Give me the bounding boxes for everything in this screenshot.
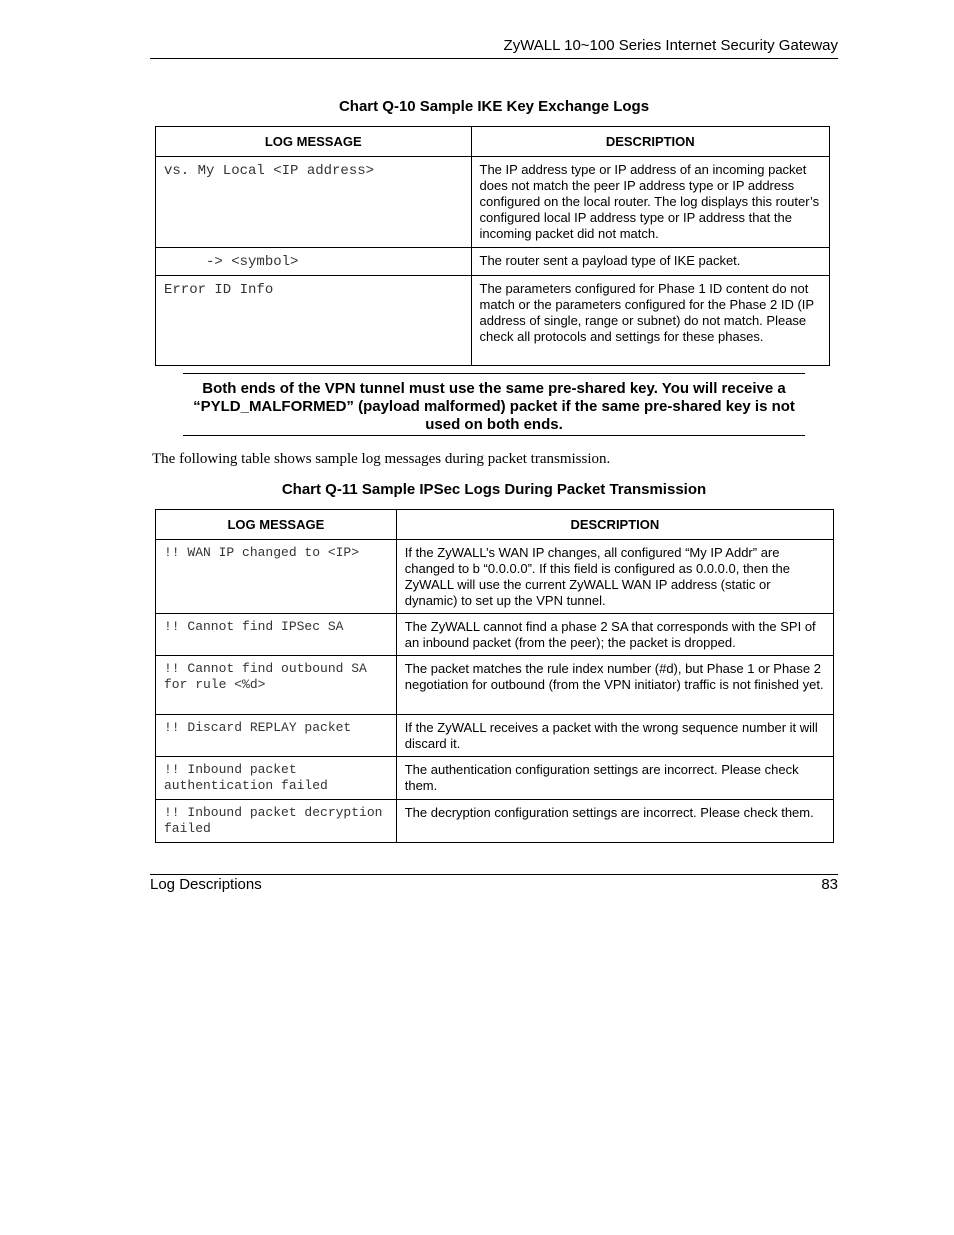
description-cell: The ZyWALL cannot find a phase 2 SA that corresponds with the SPI of an inbound packet (from the peer); the packet is dropped. [396, 614, 833, 656]
description-cell: The decryption configuration settings are incorrect. Please check them. [396, 800, 833, 843]
table-row [156, 800, 834, 843]
table-header-row [156, 127, 830, 157]
table-row [156, 540, 834, 614]
table-row [156, 614, 834, 656]
log-message-cell: Error ID Info [156, 276, 472, 366]
chart-q11-caption: Chart Q-11 Sample IPSec Logs During Packet Transmission [281, 481, 707, 498]
table-header-row [156, 510, 834, 540]
table-row [156, 157, 830, 248]
log-message-cell: !! Cannot find IPSec SA [156, 614, 397, 656]
chart-q10-caption: Chart Q-10 Sample IKE Key Exchange Logs [338, 98, 650, 115]
description-cell: The parameters configured for Phase 1 ID content do not match or the parameters configured for the Phase 2 ID (IP address of single, range or subnet) do not match. Please check all protocols and settings for these phases. [471, 276, 829, 366]
table-row [156, 656, 834, 715]
table-row [156, 248, 830, 276]
page-number: 83 [821, 876, 838, 893]
description-cell: If the ZyWALL’s WAN IP changes, all configured “My IP Addr” are changed to b “0.0.0.0”. If this field is configured as 0.0.0.0, then the ZyWALL will use the current ZyWALL WAN IP address (static or dynamic) to set up the VPN tunnel. [396, 540, 833, 614]
page-header [150, 37, 838, 59]
description-cell: The router sent a payload type of IKE packet. [471, 248, 829, 276]
intro-paragraph: The following table shows sample log messages during packet transmission. [152, 451, 611, 467]
preshared-key-note: Both ends of the VPN tunnel must use the same pre-shared key. You will receive a “PYLD_MALFORMED” (payload malformed) packet if the same pre-shared key is not used on both ends. [183, 373, 805, 436]
description-cell: The IP address type or IP address of an incoming packet does not match the peer IP address type or IP address configured on the local router. The log displays this router’s configured local IP address type or IP address that the incoming packet did not match. [471, 157, 829, 248]
document-title: ZyWALL 10~100 Series Internet Security Gateway [503, 37, 838, 54]
table-row [156, 715, 834, 757]
log-message-cell: !! Inbound packet decryption failed [156, 800, 397, 843]
log-message-cell: !! Discard REPLAY packet [156, 715, 397, 757]
column-header-description: DESCRIPTION [471, 127, 829, 157]
section-name: Log Descriptions [150, 876, 262, 893]
log-message-cell: !! Cannot find outbound SA for rule <%d> [156, 656, 397, 715]
description-cell: The packet matches the rule index number (#d), but Phase 1 or Phase 2 negotiation for outbound (from the VPN initiator) traffic is not finished yet. [396, 656, 833, 715]
column-header-log-message: LOG MESSAGE [156, 510, 397, 540]
ipsec-log-table [155, 509, 834, 843]
description-cell: If the ZyWALL receives a packet with the wrong sequence number it will discard it. [396, 715, 833, 757]
column-header-description: DESCRIPTION [396, 510, 833, 540]
ike-log-table [155, 126, 830, 366]
log-message-cell: vs. My Local <IP address> [156, 157, 472, 248]
description-cell: The authentication configuration settings are incorrect. Please check them. [396, 757, 833, 800]
log-message-cell: !! WAN IP changed to <IP> [156, 540, 397, 614]
table-row [156, 757, 834, 800]
log-message-cell: !! Inbound packet authentication failed [156, 757, 397, 800]
table-row [156, 276, 830, 366]
page-footer [150, 874, 838, 893]
column-header-log-message: LOG MESSAGE [156, 127, 472, 157]
log-message-cell: -> <symbol> [156, 248, 472, 276]
